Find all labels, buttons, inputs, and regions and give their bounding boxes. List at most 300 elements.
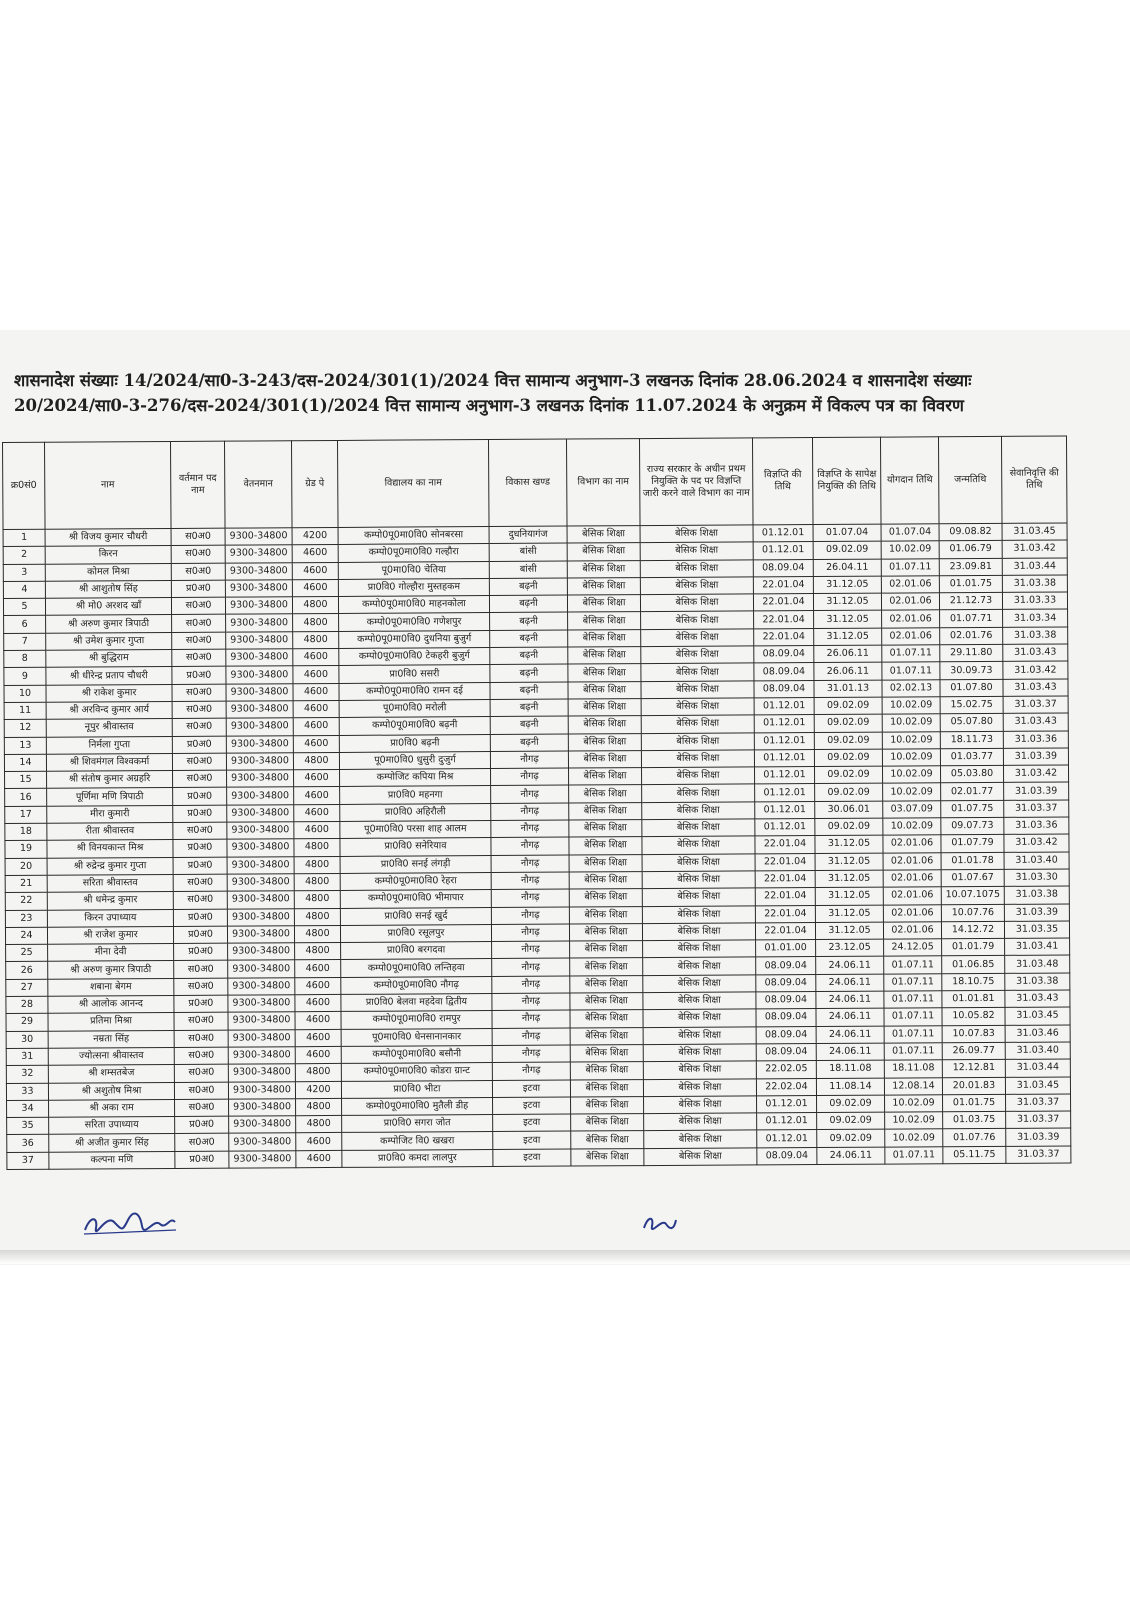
cell-joining-date: 01.07.11 <box>882 645 940 663</box>
cell-block: इटवा <box>493 1149 571 1167</box>
cell-pay-scale: 9300-34800 <box>229 1099 296 1117</box>
cell-appointment-date: 24.06.11 <box>816 1008 884 1026</box>
cell-joining-date: 01.07.11 <box>884 1043 942 1061</box>
cell-retirement-date: 31.03.41 <box>1005 938 1070 956</box>
cell-department: बेसिक शिक्षा <box>567 543 640 561</box>
cell-appointing-department: बेसिक शिक्षा <box>642 888 755 906</box>
cell-school-name: प्रा0वि0 बरगदवा <box>341 942 492 960</box>
cell-pay-scale: 9300-34800 <box>228 1047 295 1065</box>
cell-notification-date: 08.09.04 <box>756 1009 816 1027</box>
cell-sno: 30 <box>6 1031 48 1049</box>
cell-appointing-department: बेसिक शिक्षा <box>643 1044 756 1062</box>
cell-joining-date: 10.02.09 <box>882 749 940 767</box>
cell-retirement-date: 31.03.43 <box>1003 713 1068 731</box>
cell-appointing-department: बेसिक शिक्षा <box>641 646 754 664</box>
cell-block: नौगढ़ <box>492 1028 570 1046</box>
cell-name: पूर्णिमा मणि त्रिपाठी <box>47 788 173 806</box>
cell-grade-pay: 4200 <box>295 1081 341 1099</box>
cell-notification-date: 08.09.04 <box>756 1026 816 1044</box>
cell-retirement-date: 31.03.39 <box>1006 1128 1071 1146</box>
cell-sno: 33 <box>6 1083 48 1101</box>
cell-grade-pay: 4600 <box>293 666 339 684</box>
col-header-post: वर्तमान पद नाम <box>170 441 225 528</box>
cell-sno: 27 <box>6 979 48 997</box>
cell-name: श्री बुद्धिराम <box>46 650 172 668</box>
cell-appointment-date: 31.12.05 <box>815 870 883 888</box>
cell-appointment-date: 31.12.05 <box>815 922 883 940</box>
cell-block: इटवा <box>493 1097 571 1115</box>
cell-pay-scale: 9300-34800 <box>229 1116 296 1134</box>
cell-appointment-date: 11.08.14 <box>816 1078 884 1096</box>
cell-retirement-date: 31.03.43 <box>1003 679 1068 697</box>
cell-department: बेसिक शिक्षा <box>571 1114 644 1132</box>
cell-block: नौगढ़ <box>491 837 569 855</box>
cell-sno: 36 <box>7 1135 49 1153</box>
cell-department: बेसिक शिक्षा <box>568 629 641 647</box>
cell-department: बेसिक शिक्षा <box>568 647 641 665</box>
cell-grade-pay: 4600 <box>292 545 338 563</box>
cell-post: स0अ0 <box>172 718 226 736</box>
cell-notification-date: 22.01.04 <box>755 870 815 888</box>
cell-grade-pay: 4600 <box>296 1133 342 1151</box>
cell-department: बेसिक शिक्षा <box>569 785 642 803</box>
cell-grade-pay: 4600 <box>296 1150 342 1168</box>
cell-appointing-department: बेसिक शिक्षा <box>644 1113 757 1131</box>
cell-birth-date: 01.07.79 <box>941 835 1004 853</box>
cell-sno: 10 <box>4 685 46 703</box>
cell-sno: 19 <box>5 841 47 859</box>
cell-department: बेसिक शिक्षा <box>567 560 640 578</box>
cell-retirement-date: 31.03.42 <box>1004 834 1069 852</box>
cell-appointing-department: बेसिक शिक्षा <box>643 1078 756 1096</box>
cell-appointing-department: बेसिक शिक्षा <box>642 905 755 923</box>
cell-school-name: कम्पो0पू0मा0वि0 टेकहरी बुजुर्ग <box>339 648 490 666</box>
cell-notification-date: 22.01.04 <box>755 922 815 940</box>
cell-notification-date: 01.12.01 <box>754 749 814 767</box>
cell-birth-date: 01.06.79 <box>939 541 1002 559</box>
cell-notification-date: 22.01.04 <box>755 853 815 871</box>
cell-sno: 34 <box>7 1100 49 1118</box>
cell-appointing-department: बेसिक शिक्षा <box>640 525 753 543</box>
cell-department: बेसिक शिक्षा <box>570 1045 643 1063</box>
cell-notification-date: 22.01.04 <box>755 836 815 854</box>
cell-birth-date: 05.11.75 <box>943 1146 1006 1164</box>
cell-grade-pay: 4800 <box>295 943 341 961</box>
cell-department: बेसिक शिक्षा <box>571 1096 644 1114</box>
cell-notification-date: 08.09.04 <box>756 974 816 992</box>
scan-edge <box>0 1250 1130 1264</box>
cell-post: प्र0अ0 <box>173 805 227 823</box>
cell-sno: 12 <box>4 720 46 738</box>
cell-appointment-date: 24.06.11 <box>816 991 884 1009</box>
cell-post: प्र0अ0 <box>173 857 227 875</box>
cell-birth-date: 02.01.77 <box>941 783 1004 801</box>
cell-sno: 37 <box>7 1152 49 1170</box>
cell-sno: 18 <box>5 823 47 841</box>
cell-name: श्री रुद्रेन्द्र कुमार गुप्ता <box>47 857 173 875</box>
cell-joining-date: 01.07.11 <box>884 956 942 974</box>
cell-name: ज्योत्सना श्रीवास्तव <box>48 1047 174 1065</box>
cell-retirement-date: 31.03.38 <box>1002 575 1067 593</box>
cell-appointing-department: बेसिक शिक्षा <box>641 611 754 629</box>
cell-name: मीरा कुमारी <box>47 805 173 823</box>
cell-joining-date: 01.07.11 <box>881 558 939 576</box>
cell-grade-pay: 4800 <box>294 908 340 926</box>
cell-post: स0अ0 <box>171 528 225 546</box>
cell-block: बढ़नी <box>490 734 568 752</box>
cell-pay-scale: 9300-34800 <box>226 683 293 701</box>
cell-name: सरिता श्रीवास्तव <box>47 874 173 892</box>
cell-birth-date: 01.07.80 <box>940 679 1003 697</box>
initials-mark <box>640 1212 680 1236</box>
cell-block: नौगढ़ <box>491 907 569 925</box>
cell-joining-date: 02.01.06 <box>882 610 940 628</box>
cell-pay-scale: 9300-34800 <box>227 908 294 926</box>
cell-grade-pay: 4600 <box>295 1046 341 1064</box>
col-header-pay-scale: वेतनमान <box>224 441 292 528</box>
cell-appointment-date: 31.12.05 <box>813 593 881 611</box>
cell-joining-date: 02.01.06 <box>882 628 940 646</box>
cell-department: बेसिक शिक्षा <box>570 975 643 993</box>
cell-department: बेसिक शिक्षा <box>569 854 642 872</box>
cell-birth-date: 18.10.75 <box>942 973 1005 991</box>
cell-appointment-date: 31.12.05 <box>815 887 883 905</box>
cell-block: बढ़नी <box>490 699 568 717</box>
cell-post: स0अ0 <box>175 1134 229 1152</box>
cell-pay-scale: 9300-34800 <box>225 545 292 563</box>
cell-retirement-date: 31.03.37 <box>1006 1094 1071 1112</box>
cell-joining-date: 10.02.09 <box>882 766 940 784</box>
cell-post: स0अ0 <box>172 753 226 771</box>
cell-grade-pay: 4800 <box>294 856 340 874</box>
cell-school-name: कम्पो0पू0मा0वि0 गणेशपुर <box>339 613 490 631</box>
cell-grade-pay: 4200 <box>292 527 338 545</box>
cell-post: स0अ0 <box>171 597 225 615</box>
cell-grade-pay: 4800 <box>292 597 338 615</box>
cell-block: बढ़नी <box>489 595 567 613</box>
cell-joining-date: 10.02.09 <box>885 1095 943 1113</box>
cell-birth-date: 10.05.82 <box>942 1008 1005 1026</box>
cell-school-name: प्रा0वि0 कमदा लालपुर <box>342 1149 493 1167</box>
cell-grade-pay: 4800 <box>294 873 340 891</box>
cell-sno: 26 <box>6 962 48 980</box>
col-header-joining-date: योगदान तिथि <box>880 437 939 524</box>
cell-sno: 2 <box>3 547 45 565</box>
cell-birth-date: 18.11.73 <box>940 731 1003 749</box>
cell-appointing-department: बेसिक शिक्षा <box>640 577 753 595</box>
cell-pay-scale: 9300-34800 <box>226 666 293 684</box>
cell-grade-pay: 4600 <box>294 787 340 805</box>
cell-name: प्रतिमा मिश्रा <box>48 1013 174 1031</box>
cell-birth-date: 01.03.77 <box>940 748 1003 766</box>
cell-birth-date: 30.09.73 <box>940 662 1003 680</box>
cell-department: बेसिक शिक्षा <box>570 1062 643 1080</box>
cell-block: बढ़नी <box>490 664 568 682</box>
cell-department: बेसिक शिक्षा <box>569 802 642 820</box>
cell-department: बेसिक शिक्षा <box>571 1148 644 1166</box>
cell-notification-date: 01.01.00 <box>756 940 816 958</box>
cell-birth-date: 01.06.85 <box>942 956 1005 974</box>
cell-joining-date: 02.01.06 <box>881 576 939 594</box>
cell-block: नौगढ़ <box>491 768 569 786</box>
cell-school-name: कम्पो0पू0मा0वि0 लन्तिहवा <box>341 959 492 977</box>
cell-appointing-department: बेसिक शिक्षा <box>643 1009 756 1027</box>
cell-pay-scale: 9300-34800 <box>228 977 295 995</box>
cell-pay-scale: 9300-34800 <box>229 1133 296 1151</box>
cell-retirement-date: 31.03.36 <box>1004 817 1069 835</box>
cell-retirement-date: 31.03.33 <box>1002 592 1067 610</box>
col-header-school-name: विद्यालय का नाम <box>337 440 489 528</box>
cell-name: श्री मो0 अरशद खाँ <box>45 598 171 616</box>
cell-appointing-department: बेसिक शिक्षा <box>640 594 753 612</box>
cell-retirement-date: 31.03.38 <box>1004 886 1069 904</box>
cell-grade-pay: 4600 <box>292 562 338 580</box>
cell-pay-scale: 9300-34800 <box>228 1081 295 1099</box>
cell-birth-date: 01.03.75 <box>943 1111 1006 1129</box>
cell-appointing-department: बेसिक शिक्षा <box>640 560 753 578</box>
cell-joining-date: 02.01.06 <box>883 922 941 940</box>
cell-retirement-date: 31.03.44 <box>1005 1059 1070 1077</box>
cell-pay-scale: 9300-34800 <box>227 856 294 874</box>
cell-appointment-date: 09.02.09 <box>814 766 882 784</box>
cell-notification-date: 08.09.04 <box>754 646 814 664</box>
cell-sno: 31 <box>6 1048 48 1066</box>
cell-pay-scale: 9300-34800 <box>228 995 295 1013</box>
cell-pay-scale: 9300-34800 <box>225 562 292 580</box>
cell-joining-date: 02.01.06 <box>883 887 941 905</box>
cell-school-name: प्रा0वि0 सनेरियाव <box>340 838 491 856</box>
cell-pay-scale: 9300-34800 <box>228 960 295 978</box>
cell-notification-date: 01.12.01 <box>757 1095 817 1113</box>
cell-sno: 9 <box>4 668 46 686</box>
cell-birth-date: 02.01.76 <box>940 627 1003 645</box>
cell-notification-date: 22.01.04 <box>753 576 813 594</box>
cell-post: प्र0अ0 <box>171 580 225 598</box>
cell-joining-date: 03.07.09 <box>883 801 941 819</box>
cell-block: नौगढ़ <box>492 976 570 994</box>
cell-sno: 5 <box>3 598 45 616</box>
cell-notification-date: 22.02.05 <box>756 1061 816 1079</box>
details-table <box>2 435 1071 1169</box>
cell-birth-date: 01.01.75 <box>939 575 1002 593</box>
cell-retirement-date: 31.03.38 <box>1005 973 1070 991</box>
col-header-retirement-date: सेवानिवृत्ति की तिथि <box>1001 436 1067 523</box>
cell-appointing-department: बेसिक शिक्षा <box>641 629 754 647</box>
cell-notification-date: 22.01.04 <box>755 888 815 906</box>
cell-grade-pay: 4800 <box>293 752 339 770</box>
cell-department: बेसिक शिक्षा <box>570 958 643 976</box>
cell-sno: 1 <box>3 529 45 547</box>
cell-notification-date: 22.01.04 <box>753 594 813 612</box>
cell-notification-date: 08.09.04 <box>754 680 814 698</box>
cell-post: स0अ0 <box>172 615 226 633</box>
cell-sno: 29 <box>6 1014 48 1032</box>
cell-name: श्री विजय कुमार चौधरी <box>45 528 171 546</box>
cell-birth-date: 01.07.75 <box>941 800 1004 818</box>
cell-department: बेसिक शिक्षा <box>568 750 641 768</box>
cell-name: श्री शम्सतबेज <box>48 1065 174 1083</box>
cell-appointing-department: बेसिक शिक्षा <box>642 802 755 820</box>
cell-school-name: कम्पो0पू0मा0वि0 दुधनिया बुजुर्ग <box>339 630 490 648</box>
cell-joining-date: 02.01.06 <box>883 835 941 853</box>
cell-name: श्री अरुण कुमार त्रिपाठी <box>48 961 174 979</box>
cell-name: श्री अरुण कुमार त्रिपाठी <box>46 615 172 633</box>
cell-department: बेसिक शिक्षा <box>568 664 641 682</box>
cell-appointing-department: बेसिक शिक्षा <box>643 957 756 975</box>
cell-school-name: पू0मा0वि0 परसा शाह आलम <box>340 821 491 839</box>
cell-joining-date: 01.07.11 <box>884 1025 942 1043</box>
cell-appointment-date: 31.12.05 <box>815 853 883 871</box>
cell-block: नौगढ़ <box>490 751 568 769</box>
cell-birth-date: 01.07.76 <box>943 1129 1006 1147</box>
cell-department: बेसिक शिक्षा <box>571 1131 644 1149</box>
cell-notification-date: 01.12.01 <box>755 784 815 802</box>
cell-grade-pay: 4800 <box>296 1116 342 1134</box>
cell-notification-date: 08.09.04 <box>753 559 813 577</box>
cell-birth-date: 20.01.83 <box>942 1077 1005 1095</box>
cell-joining-date: 02.02.13 <box>882 679 940 697</box>
cell-department: बेसिक शिक्षा <box>567 595 640 613</box>
cell-school-name: कम्पोजिट वि0 खखरा <box>342 1132 493 1150</box>
col-header-appointment-date: विज्ञप्ति के सापेक्ष नियुक्ति की तिथि <box>812 437 881 524</box>
cell-notification-date: 01.12.01 <box>757 1130 817 1148</box>
cell-block: नौगढ़ <box>492 958 570 976</box>
cell-post: प्र0अ0 <box>173 788 227 806</box>
cell-school-name: कम्पो0पू0मा0वि0 भीमापार <box>340 890 491 908</box>
cell-sno: 17 <box>5 806 47 824</box>
cell-appointing-department: बेसिक शिक्षा <box>642 854 755 872</box>
cell-appointment-date: 09.02.09 <box>814 732 882 750</box>
cell-appointing-department: बेसिक शिक्षा <box>644 1148 757 1166</box>
col-header-notification-date: विज्ञप्ति की तिथि <box>752 438 813 525</box>
cell-department: बेसिक शिक्षा <box>570 1079 643 1097</box>
cell-retirement-date: 31.03.35 <box>1004 921 1069 939</box>
cell-grade-pay: 4600 <box>295 977 341 995</box>
cell-birth-date: 01.07.67 <box>941 869 1004 887</box>
cell-joining-date: 02.01.06 <box>883 904 941 922</box>
cell-retirement-date: 31.03.37 <box>1006 1146 1071 1164</box>
cell-block: नौगढ़ <box>491 855 569 873</box>
cell-appointment-date: 26.06.11 <box>814 663 882 681</box>
cell-appointing-department: बेसिक शिक्षा <box>643 975 756 993</box>
cell-appointment-date: 09.02.09 <box>817 1095 885 1113</box>
col-header-block: विकास खण्ड <box>488 439 567 526</box>
cell-sno: 20 <box>5 858 47 876</box>
cell-grade-pay: 4600 <box>293 718 339 736</box>
cell-block: बढ़नी <box>490 630 568 648</box>
cell-notification-date: 08.09.04 <box>756 992 816 1010</box>
cell-retirement-date: 31.03.45 <box>1005 1007 1070 1025</box>
cell-notification-date: 01.12.01 <box>755 801 815 819</box>
cell-pay-scale: 9300-34800 <box>227 804 294 822</box>
table-header <box>3 436 1068 529</box>
cell-retirement-date: 31.03.39 <box>1004 782 1069 800</box>
cell-appointing-department: बेसिक शिक्षा <box>640 542 753 560</box>
cell-retirement-date: 31.03.42 <box>1002 540 1067 558</box>
cell-birth-date: 26.09.77 <box>942 1042 1005 1060</box>
cell-name: सरिता उपाध्याय <box>49 1117 175 1135</box>
cell-retirement-date: 31.03.48 <box>1005 955 1070 973</box>
cell-retirement-date: 31.03.42 <box>1003 765 1068 783</box>
cell-block: इटवा <box>492 1080 570 1098</box>
cell-school-name: प्रा0वि0 सगरा जोत <box>342 1115 493 1133</box>
cell-appointment-date: 31.01.13 <box>814 680 882 698</box>
cell-birth-date: 14.12.72 <box>941 921 1004 939</box>
cell-department: बेसिक शिक्षा <box>568 612 641 630</box>
cell-post: स0अ0 <box>172 701 226 719</box>
cell-block: बढ़नी <box>490 613 568 631</box>
cell-joining-date: 12.08.14 <box>884 1077 942 1095</box>
cell-pay-scale: 9300-34800 <box>226 649 293 667</box>
cell-grade-pay: 4600 <box>293 683 339 701</box>
cell-grade-pay: 4600 <box>294 770 340 788</box>
cell-appointment-date: 09.02.09 <box>817 1130 885 1148</box>
cell-retirement-date: 31.03.37 <box>1003 696 1068 714</box>
cell-post: प्र0अ0 <box>174 995 228 1013</box>
cell-sno: 21 <box>5 875 47 893</box>
cell-joining-date: 01.07.11 <box>884 973 942 991</box>
document-heading <box>14 368 1064 418</box>
cell-birth-date: 15.02.75 <box>940 696 1003 714</box>
cell-pay-scale: 9300-34800 <box>226 718 293 736</box>
header-row <box>3 436 1068 529</box>
cell-appointing-department: बेसिक शिक्षा <box>641 698 754 716</box>
cell-name: श्री अशुतोष मिश्रा <box>48 1082 174 1100</box>
cell-appointing-department: बेसिक शिक्षा <box>642 767 755 785</box>
cell-school-name: प्रा0वि0 गोल्हौरा मुस्तहकम <box>338 578 489 596</box>
cell-block: बढ़नी <box>489 578 567 596</box>
cell-appointing-department: बेसिक शिक्षा <box>642 836 755 854</box>
cell-school-name: पू0मा0वि0 चेतिया <box>338 561 489 579</box>
cell-block: बढ़नी <box>490 716 568 734</box>
cell-joining-date: 01.07.11 <box>884 1008 942 1026</box>
cell-pay-scale: 9300-34800 <box>226 632 293 650</box>
cell-appointment-date: 31.12.05 <box>815 905 883 923</box>
cell-name: श्री शिवमंगल विश्वकर्मा <box>46 753 172 771</box>
cell-sno: 25 <box>6 944 48 962</box>
cell-retirement-date: 31.03.30 <box>1004 869 1069 887</box>
cell-notification-date: 01.12.01 <box>754 698 814 716</box>
cell-block: नौगढ़ <box>492 1045 570 1063</box>
cell-post: स0अ0 <box>173 874 227 892</box>
cell-grade-pay: 4800 <box>294 891 340 909</box>
cell-department: बेसिक शिक्षा <box>569 820 642 838</box>
cell-post: स0अ0 <box>174 1012 228 1030</box>
cell-post: स0अ0 <box>174 961 228 979</box>
cell-joining-date: 02.01.06 <box>883 870 941 888</box>
cell-block: नौगढ़ <box>492 993 570 1011</box>
heading-line-2: 20/2024/सा0-3-276/दस-2024/301(1)/2024 वित्त सामान्य अनुभाग-3 लखनऊ दिनांक 11.07.2024 के अनुक्रम में विकल्प पत्र का विवरण <box>14 396 964 415</box>
cell-pay-scale: 9300-34800 <box>227 822 294 840</box>
cell-name: श्री राजेश कुमार <box>47 926 173 944</box>
cell-birth-date: 01.01.75 <box>943 1094 1006 1112</box>
cell-joining-date: 01.07.11 <box>885 1146 943 1164</box>
cell-birth-date: 29.11.80 <box>940 644 1003 662</box>
cell-sno: 35 <box>7 1117 49 1135</box>
cell-birth-date: 01.01.81 <box>942 990 1005 1008</box>
cell-appointing-department: बेसिक शिक्षा <box>644 1130 757 1148</box>
cell-retirement-date: 31.03.36 <box>1003 731 1068 749</box>
cell-name: नम्रता सिंह <box>48 1030 174 1048</box>
cell-grade-pay: 4600 <box>292 579 338 597</box>
cell-sno: 8 <box>4 650 46 668</box>
cell-notification-date: 01.12.01 <box>754 732 814 750</box>
cell-name: श्री संतोष कुमार अग्रहरि <box>47 771 173 789</box>
cell-department: बेसिक शिक्षा <box>568 733 641 751</box>
table-body <box>3 523 1071 1169</box>
cell-school-name: कम्पो0पू0मा0वि0 माहनकोला <box>338 596 489 614</box>
cell-appointment-date: 09.02.09 <box>815 818 883 836</box>
